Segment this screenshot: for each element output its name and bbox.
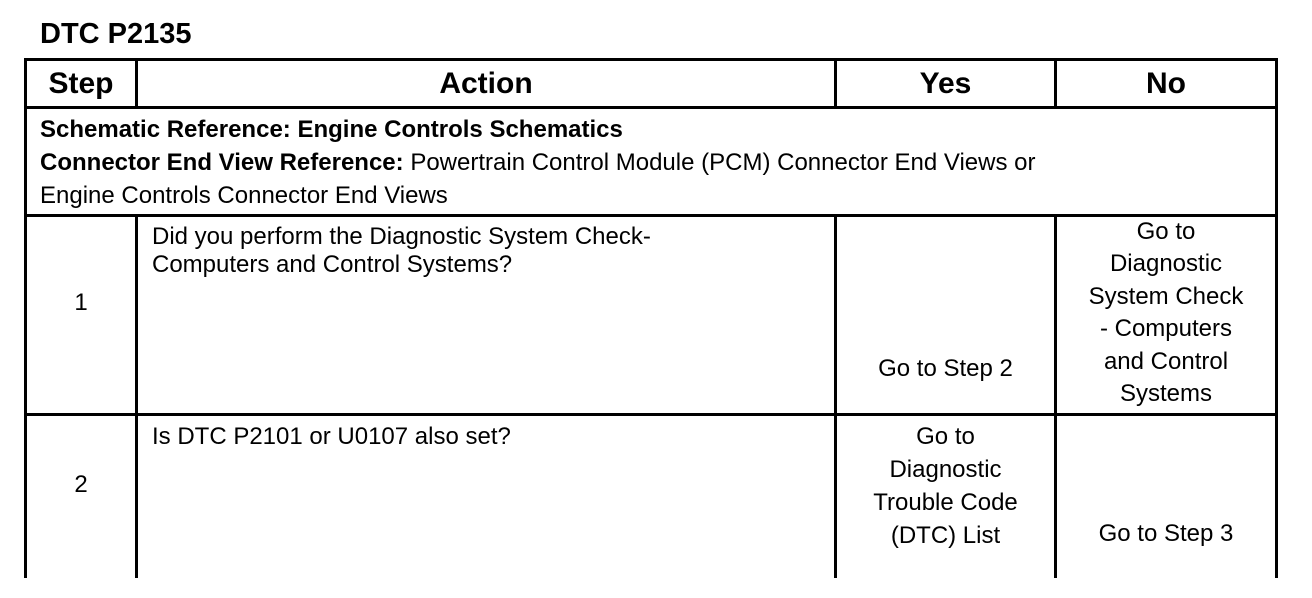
row1-action-line1: Did you perform the Diagnostic System Check-	[152, 223, 651, 250]
connector-reference-text-line2: Engine Controls Connector End Views	[40, 182, 448, 209]
step-col-divider-body	[135, 215, 138, 578]
row1-action	[152, 222, 832, 280]
header-step: Step	[48, 67, 114, 100]
document-title: DTC P2135	[40, 18, 192, 50]
row1-action-line2: Computers and Control Systems?	[152, 251, 513, 278]
connector-reference-text: Powertrain Control Module (PCM) Connector End Views or	[403, 149, 1036, 176]
row1-no	[1057, 216, 1275, 410]
table-right-border	[1275, 58, 1278, 578]
row2-yes-line4: (DTC) List	[890, 522, 1001, 549]
row2-yes-line3: Trouble Code	[873, 489, 1018, 516]
row1-step: 1	[74, 289, 88, 316]
header-bottom-border	[24, 106, 1278, 109]
row1-no-line4: - Computers	[1099, 315, 1233, 343]
table-top-border	[24, 58, 1278, 61]
row1-yes: Go to Step 2	[878, 355, 1013, 382]
row1-no-line6: Systems	[1119, 380, 1212, 408]
row1-no-line5: and Control	[1103, 347, 1229, 375]
row1-no-line3: System Check	[1088, 282, 1244, 310]
diagnostic-table	[24, 58, 1278, 598]
row2-yes-line2: Diagnostic	[889, 456, 1002, 483]
header-no: No	[1146, 67, 1186, 100]
row2-no: Go to Step 3	[1098, 520, 1234, 547]
row1-no-line1: Go to	[1136, 218, 1196, 245]
schematic-reference: Schematic Reference: Engine Controls Schematics	[40, 116, 623, 143]
row2-yes	[837, 420, 1054, 552]
row2-step: 2	[74, 471, 88, 498]
row2-yes-line1: Go to	[916, 423, 975, 450]
header-yes: Yes	[919, 67, 972, 100]
connector-reference-label: Connector End View Reference:	[40, 149, 404, 176]
row1-no-line2: Diagnostic	[1109, 250, 1223, 278]
reference-block	[40, 113, 1260, 212]
row2-action: Is DTC P2101 or U0107 also set?	[152, 423, 511, 450]
header-action: Action	[439, 67, 533, 100]
row1-bottom-border	[24, 413, 1278, 416]
